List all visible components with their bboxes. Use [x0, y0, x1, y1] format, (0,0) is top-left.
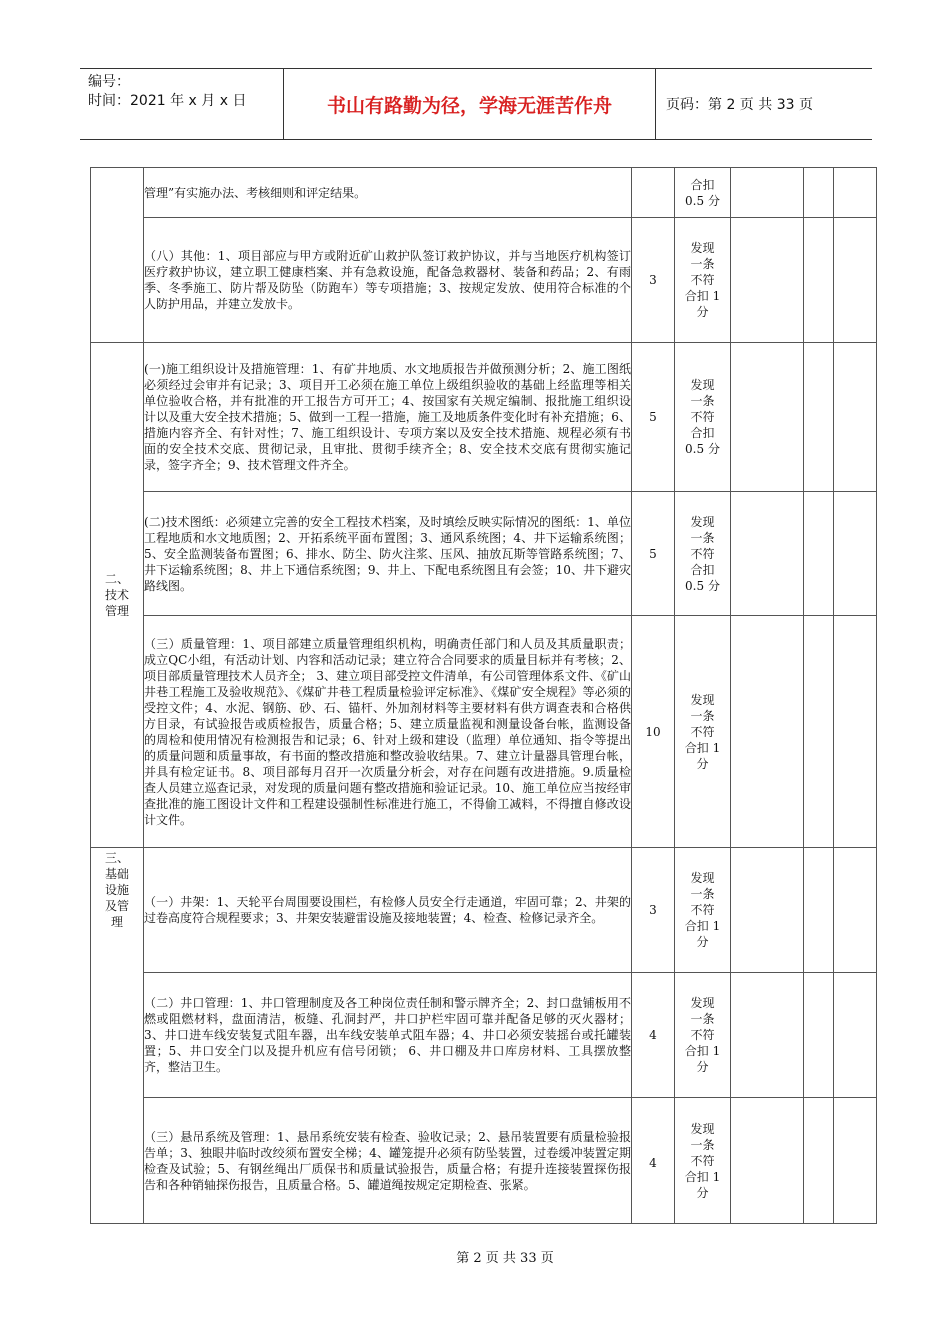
blank-cell	[834, 616, 877, 848]
item-content: 管理”有实施办法、考核细则和评定结果。	[144, 168, 632, 218]
deduction-line: 合扣 1	[684, 289, 721, 303]
item-content: （三）质量管理：1、项目部建立质量管理组织机构，明确责任部门和人员及其质量职责；成立QC小组，有活动计划、内容和活动记录；建立符合合同要求的质量目标并有考核；2、项目部质量管理技术人员齐全； 3、建立项目部受控文件清单，有公司管理体系文件、《矿山井巷工程施工及验收规范》、《煤矿井巷工程质量检验评定标准》、《煤矿安全规程》等必须的受控文件；4、水泥、钢筋、砂、石、锚杆、外加剂材料等主要材料有供方调查表和合格供方目录，有试验报告或质检报告，质量合格；5、建立质量监视和测量设备台帐，监测设备的周检和使用情况有检测报告和记录；6、针对上级和建设（监理）单位通知、指令等提出的质量问题和质量事故，有书面的整改措施和整改验收结果。7、建立计量器具管理台帐，并具有检定证书。8、项目部每月召开一次质量分析会，对存在问题有改进措施。9.质量检查人员建立巡查记录，对发现的质量问题有整改措施和验证记录。10、施工单位应当按经审查批准的施工图设计文件和工程建设强制性标准进行施工，不得偷工减料，不得擅自修改设计文件。	[144, 616, 632, 848]
item-score	[632, 168, 675, 218]
document-number-label: 编号：	[88, 74, 130, 90]
blank-cell	[731, 168, 804, 218]
blank-cell	[804, 492, 834, 616]
deduction-line: 发现	[690, 871, 715, 885]
header-motto: 书山有路勤为径，学海无涯苦作舟	[326, 94, 612, 117]
category-line: 技术	[104, 588, 129, 602]
deduction-line: 一条	[690, 394, 715, 408]
blank-cell	[731, 492, 804, 616]
item-content: （一）井架：1、天轮平台周围要设围栏，有检修人员安全行走通道，牢固可靠；2、井架的过卷高度符合规程要求；3、井架安装避雷设施及接地装置；4、检查、检修记录齐全。	[144, 848, 632, 973]
deduction-line: 一条	[690, 257, 715, 271]
blank-cell	[834, 973, 877, 1098]
deduction-line: 合扣 1	[684, 1044, 721, 1058]
deduction-line: 一条	[690, 1012, 715, 1026]
category-line: 设施	[104, 883, 129, 897]
deduction-line: 一条	[690, 1137, 715, 1152]
table-row	[91, 973, 877, 1098]
deduction-rule	[675, 616, 731, 848]
category-cell	[91, 848, 144, 1224]
category-line: 理	[110, 915, 123, 929]
deduction-rule	[675, 343, 731, 492]
table-row	[91, 492, 877, 616]
category-line: 及管	[104, 899, 129, 913]
blank-cell	[834, 343, 877, 492]
deduction-rule	[675, 492, 731, 616]
item-score: 4	[632, 1098, 675, 1224]
document-date-label: 时间：2021 年 x 月 x 日	[88, 93, 247, 109]
category-cell	[91, 343, 144, 848]
deduction-line: 发现	[690, 1121, 715, 1136]
blank-cell	[731, 1098, 804, 1224]
deduction-line: 发现	[690, 378, 715, 392]
deduction-line: 不符	[690, 1028, 715, 1042]
deduction-line: 分	[696, 935, 709, 949]
footer-page-number: 第 2 页 共 33 页	[456, 1251, 554, 1266]
item-score: 3	[632, 848, 675, 973]
blank-cell	[731, 616, 804, 848]
page-header	[80, 68, 872, 140]
table-row	[91, 848, 877, 973]
deduction-line: 一条	[690, 530, 715, 545]
deduction-line: 不符	[690, 410, 715, 424]
blank-cell	[804, 168, 834, 218]
blank-cell	[804, 616, 834, 848]
deduction-line: 合扣 1	[684, 1169, 721, 1184]
deduction-line: 合扣 1	[684, 740, 721, 755]
item-content: （三）悬吊系统及管理：1、悬吊系统安装有检查、验收记录；2、悬吊装置要有质量检验报告单；3、独眼井临时改绞须布置安全梯；4、罐笼提升必须有防坠装置，过卷缓冲装置定期检查及试验；5、有钢丝绳出厂质保书和质量试验报告，质量合格；有提升连接装置探伤报告和各种销轴探伤报告，且质量合格。5、罐道绳按规定定期检查、张紧。	[144, 1098, 632, 1224]
deduction-line: 发现	[690, 996, 715, 1010]
deduction-rule	[675, 168, 731, 218]
page-footer	[0, 1247, 950, 1266]
item-score: 3	[632, 218, 675, 343]
deduction-line: 不符	[690, 1153, 715, 1168]
deduction-line: 一条	[690, 708, 715, 723]
deduction-line: 一条	[690, 887, 715, 901]
item-score: 4	[632, 973, 675, 1098]
table-row	[91, 168, 877, 218]
item-content: （八）其他：1、项目部应与甲方或附近矿山救护队签订救护协议，并与当地医疗机构签订医疗救护协议，建立职工健康档案、并有急救设施，配备急救器材、装备和药品；2、有雨季、冬季施工、防片帮及防坠（防跑车）等专项措施；3、按规定发放、使用符合标准的个人防护用品，并建立发放卡。	[144, 218, 632, 343]
deduction-line: 0.5 分	[685, 578, 720, 593]
deduction-line: 不符	[690, 724, 715, 739]
item-score: 5	[632, 492, 675, 616]
deduction-line: 合扣	[690, 177, 715, 192]
category-line: 三、	[104, 851, 129, 865]
item-score: 5	[632, 343, 675, 492]
item-content: （二）井口管理：1、井口管理制度及各工种岗位责任制和警示牌齐全；2、封口盘铺板用不燃或阻燃材料，盘面清洁，板缝、孔洞封严，井口护栏牢固可靠并配备足够的灭火器材；3、井口进车线安装复式阻车器，出车线安装单式阻车器；4、井口必须安装摇台或托罐装置；5、井口安全门以及提升机应有信号闭锁； 6、井口棚及井口库房材料、工具摆放整齐，整洁卫生。	[144, 973, 632, 1098]
deduction-line: 合扣	[690, 426, 715, 440]
table-row	[91, 1098, 877, 1224]
header-meta	[80, 69, 283, 139]
deduction-line: 不符	[690, 273, 715, 287]
item-content: (二)技术图纸：必须建立完善的安全工程技术档案，及时填绘反映实际情况的图纸：1、单位工程地质和水文地质图；2、开拓系统平面布置图；3、通风系统图；4、井下运输系统图；5、安全监测装备布置图；6、排水、防尘、防火注浆、压风、抽放瓦斯等管路系统图；7、井下运输系统图；8、井上下通信系统图；9、井上、下配电系统图且有会签；10、井下避灾路线图。	[144, 492, 632, 616]
blank-cell	[804, 973, 834, 1098]
deduction-line: 发现	[690, 514, 715, 529]
blank-cell	[731, 218, 804, 343]
deduction-rule	[675, 973, 731, 1098]
blank-cell	[834, 218, 877, 343]
category-line: 二、	[104, 572, 129, 586]
category-line: 基础	[104, 867, 129, 881]
deduction-line: 合扣 1	[684, 919, 721, 933]
table-row	[91, 218, 877, 343]
blank-cell	[834, 492, 877, 616]
deduction-line: 发现	[690, 692, 715, 707]
deduction-line: 分	[696, 756, 709, 771]
item-content: (一)施工组织设计及措施管理：1、有矿井地质、水文地质报告并做预测分析；2、施工图纸必须经过会审并有记录；3、项目开工必须在施工单位上级组织验收的基础上经监理等相关单位验收合格，并有批准的开工报告方可开工；4、按国家有关规定编制、报批施工组织设计以及重大安全技术措施；5、做到一工程一措施，施工及地质条件变化时有补充措施；6、措施内容齐全、有针对性；7、施工组织设计、专项方案以及安全技术措施、规程必须有书面的安全技术交底、贯彻记录，且审批、贯彻手续齐全；8、安全技术交底有贯彻实施记录，签字齐全；9、技术管理文件齐全。	[144, 343, 632, 492]
deduction-line: 0.5 分	[685, 442, 720, 456]
blank-cell	[731, 343, 804, 492]
blank-cell	[834, 848, 877, 973]
deduction-line: 不符	[690, 546, 715, 561]
category-cell-empty	[91, 168, 144, 343]
blank-cell	[731, 848, 804, 973]
blank-cell	[804, 343, 834, 492]
deduction-line: 不符	[690, 903, 715, 917]
deduction-line: 分	[696, 1060, 709, 1074]
blank-cell	[804, 848, 834, 973]
deduction-line: 合扣	[690, 562, 715, 577]
deduction-rule	[675, 218, 731, 343]
deduction-line: 发现	[690, 241, 715, 255]
table-row	[91, 616, 877, 848]
blank-cell	[834, 1098, 877, 1224]
deduction-line: 分	[696, 1185, 709, 1200]
blank-cell	[804, 218, 834, 343]
inspection-table	[90, 167, 877, 1224]
header-page-info: 页码：第 2 页 共 33 页	[666, 97, 813, 113]
deduction-line: 0.5 分	[685, 193, 720, 208]
item-score: 10	[632, 616, 675, 848]
category-line: 管理	[104, 604, 129, 618]
blank-cell	[804, 1098, 834, 1224]
blank-cell	[834, 168, 877, 218]
deduction-rule	[675, 848, 731, 973]
table-row	[91, 343, 877, 492]
deduction-line: 分	[696, 305, 709, 319]
deduction-rule	[675, 1098, 731, 1224]
blank-cell	[731, 973, 804, 1098]
